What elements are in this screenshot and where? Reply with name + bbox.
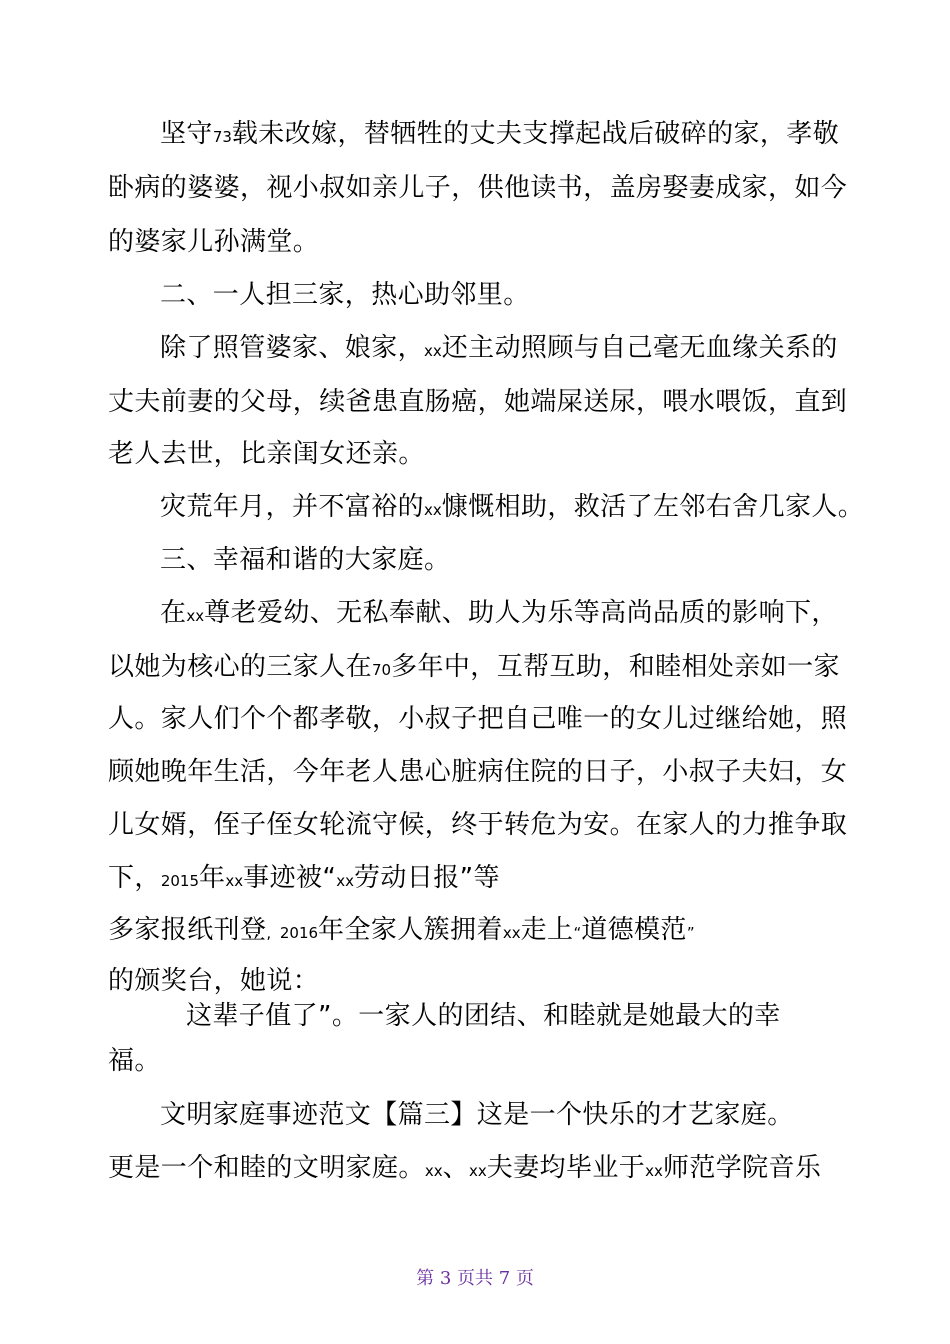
text-line: 老人去世，比亲闺女还亲。 bbox=[108, 439, 425, 469]
text-line: 丈夫前妻的父母，续爸患直肠癌，她端屎送尿，喂水喂饭，直到 bbox=[108, 387, 848, 417]
section-heading: 三、幸福和谐的大家庭。 bbox=[160, 545, 451, 575]
text-line: 人。家人们个个都孝敬，小叔子把自己唯一的女儿过继给她，照 bbox=[108, 704, 848, 734]
text-line: 的颁奖台，她说： bbox=[108, 966, 320, 996]
section-heading: 二、一人担三家，热心助邻里。 bbox=[160, 280, 530, 310]
text-line: 福。 bbox=[108, 1046, 161, 1076]
text-line: 顾她晚年生活，今年老人患心脏病住院的日子，小叔子夫妇，女 bbox=[108, 757, 848, 787]
text-line: 下，2015年xx事迹被“xx劳动日报”等 bbox=[108, 863, 500, 893]
text-line: 儿女婿，侄子侄女轮流守候，终于转危为安。在家人的力推争取 bbox=[108, 810, 848, 840]
text-line: 多家报纸刊登, 2016年全家人簇拥着xx走上“道德模范” bbox=[108, 915, 695, 945]
text-line: 更是一个和睦的文明家庭。xx、xx夫妻均毕业于xx师范学院音乐 bbox=[108, 1153, 822, 1183]
section-heading: 文明家庭事迹范文【篇三】这是一个快乐的才艺家庭。 bbox=[160, 1100, 794, 1130]
text-line: 这辈子值了”。一家人的团结、和睦就是她最大的幸 bbox=[186, 1001, 781, 1031]
page-number-footer: 第 3 页共 7 页 bbox=[416, 1268, 534, 1289]
text-line: 以她为核心的三家人在70多年中，互帮互助，和睦相处亲如一家 bbox=[108, 652, 840, 682]
text-line: 的婆家儿孙满堂。 bbox=[108, 227, 320, 257]
text-line: 在xx尊老爱幼、无私奉献、助人为乐等高尚品质的影响下， bbox=[160, 598, 838, 628]
text-line: 除了照管婆家、娘家，xx还主动照顾与自己毫无血缘关系的 bbox=[160, 333, 838, 363]
text-line: 坚守73载未改嫁，替牺牲的丈夫支撑起战后破碎的家，孝敬 bbox=[160, 119, 840, 149]
text-line: 卧病的婆婆，视小叔如亲儿子，供他读书，盖房娶妻成家，如今 bbox=[108, 173, 848, 203]
text-line: 灾荒年月，并不富裕的xx慷慨相助，救活了左邻右舍几家人。 bbox=[160, 492, 865, 522]
